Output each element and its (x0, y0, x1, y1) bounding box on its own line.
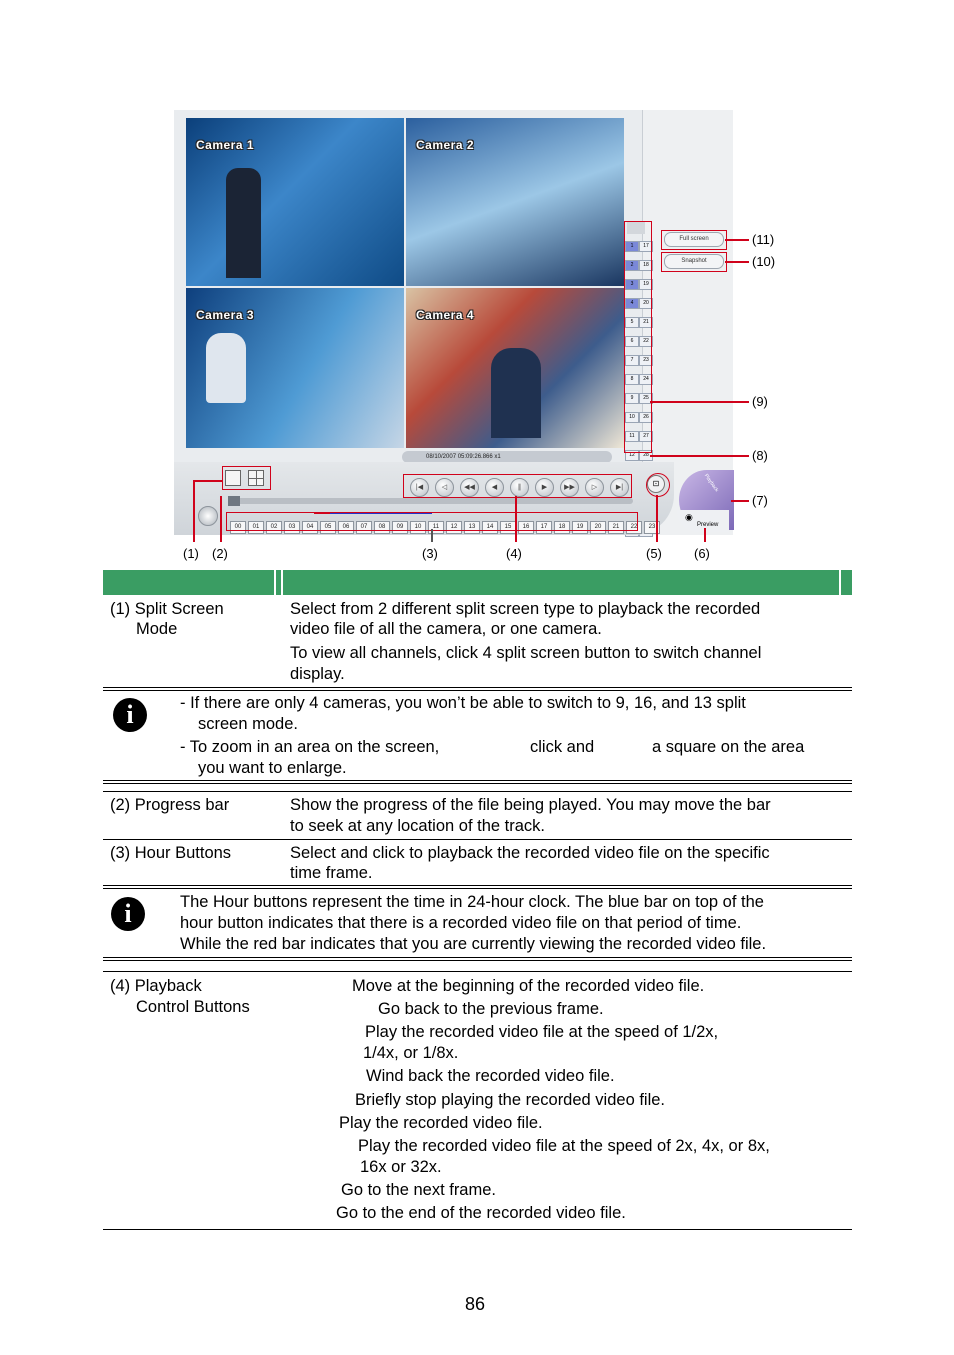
channel-button[interactable]: 12 (625, 450, 639, 461)
hour-button[interactable]: 08 (374, 521, 390, 534)
row-desc: Briefly stop playing the recorded video file. (355, 1091, 666, 1109)
row-name: (3) Hour Buttons (110, 844, 232, 862)
channel-button[interactable]: 7 (625, 355, 639, 366)
highlight-playback-buttons (403, 474, 632, 498)
divider (103, 687, 852, 688)
channel-button[interactable]: 28 (639, 450, 653, 461)
go-to-end-icon[interactable]: ▶| (610, 478, 629, 497)
hour-button[interactable]: 16 (518, 521, 534, 534)
hour-button[interactable]: 23 (644, 521, 660, 534)
row-name: Mode (136, 620, 178, 638)
note-text: - To zoom in an area on the screen, (180, 738, 440, 756)
channel-button[interactable]: 1 (625, 241, 639, 252)
channel-button[interactable]: 20 (639, 298, 653, 309)
operator-silhouette (206, 333, 246, 403)
callout-9: (9) (752, 394, 768, 409)
page-number: 86 (465, 1294, 486, 1314)
hour-button[interactable]: 07 (356, 521, 372, 534)
camera-2-label: Camera 2 (416, 138, 475, 152)
divider (103, 885, 852, 886)
hour-button[interactable]: 02 (266, 521, 282, 534)
note-text: hour button indicates that there is a recorded video file on that period of time. (180, 914, 742, 932)
channel-button[interactable]: 5 (625, 317, 639, 328)
channel-button[interactable]: 27 (639, 431, 653, 442)
row-desc: Select from 2 different split screen type to playback the recorded (290, 600, 761, 618)
row-desc: To view all channels, click 4 split screen button to switch channel (290, 644, 762, 662)
note-text: screen mode. (198, 715, 298, 733)
channel-button[interactable]: 26 (639, 412, 653, 423)
camera-3-view[interactable] (186, 288, 404, 448)
channel-button[interactable]: 9 (625, 393, 639, 404)
hour-button[interactable]: 19 (572, 521, 588, 534)
highlight-snapshot (661, 252, 727, 272)
row-desc: Show the progress of the file being played. You may move the bar (290, 796, 771, 814)
hour-button[interactable]: 04 (302, 521, 318, 534)
leader-line (193, 480, 195, 542)
note-text: click and (530, 738, 595, 756)
divider (103, 971, 852, 972)
note-text: a square on the area (652, 738, 805, 756)
highlight-full-screen (661, 230, 727, 250)
callout-1: (1) (183, 546, 199, 561)
divider (103, 780, 852, 781)
rewind-icon[interactable]: ◀ (485, 478, 504, 497)
hour-button[interactable]: 20 (590, 521, 606, 534)
row-name: Control Buttons (136, 998, 250, 1016)
channel-button[interactable]: 22 (639, 336, 653, 347)
note-text: you want to enlarge. (198, 759, 347, 777)
row-desc: 16x or 32x. (360, 1158, 442, 1176)
camera-1-view[interactable] (186, 118, 404, 286)
info-icon: i (111, 897, 145, 931)
row-desc: display. (290, 665, 345, 683)
callout-7: (7) (752, 493, 768, 508)
leader-line (431, 529, 433, 542)
table-header (103, 570, 852, 595)
callout-10: (10) (752, 254, 776, 269)
callout-8: (8) (752, 448, 768, 463)
row-desc: time frame. (290, 864, 373, 882)
go-to-beginning-icon[interactable]: |◀ (410, 478, 429, 497)
hour-button[interactable]: 21 (608, 521, 624, 534)
hour-button[interactable]: 13 (464, 521, 480, 534)
leader-line (731, 500, 749, 502)
camera-1-label: Camera 1 (196, 138, 255, 152)
snapshot-button[interactable]: Snapshot (664, 254, 724, 269)
channel-button[interactable]: 25 (639, 393, 653, 404)
channel-button[interactable]: 23 (639, 355, 653, 366)
leader-line (193, 480, 223, 482)
divider (103, 791, 852, 792)
divider (103, 957, 852, 958)
row-name: (1) Split Screen (110, 600, 224, 618)
leader-line (704, 528, 706, 542)
fast-forward-icon[interactable]: ▶▶ (560, 478, 579, 497)
leader-line (656, 495, 658, 542)
callout-2: (2) (212, 546, 228, 561)
note-text: While the red bar indicates that you are currently viewing the recorded video file. (180, 935, 767, 953)
hour-button[interactable]: 12 (446, 521, 462, 534)
callout-6: (6) (694, 546, 710, 561)
hour-button[interactable]: 17 (536, 521, 552, 534)
divider (103, 690, 852, 691)
full-screen-button[interactable]: Full screen (664, 232, 724, 247)
channel-button[interactable]: 24 (639, 374, 653, 385)
progress-bar[interactable] (228, 498, 633, 504)
channel-button[interactable]: 18 (639, 260, 653, 271)
callout-5: (5) (646, 546, 662, 561)
row-desc: Play the recorded video file at the speed of 1/2x, (365, 1023, 719, 1041)
channel-button[interactable]: 21 (639, 317, 653, 328)
progress-handle[interactable] (228, 496, 240, 506)
camera-4-label: Camera 4 (416, 308, 475, 322)
divider (103, 888, 852, 889)
wrench-icon[interactable] (198, 506, 218, 526)
person-silhouette (491, 348, 541, 438)
preview-label: Preview (697, 522, 719, 528)
highlight-save (646, 473, 670, 497)
leader-line (515, 496, 517, 542)
hour-button[interactable]: 22 (626, 521, 642, 534)
row-desc: Go to the next frame. (341, 1181, 496, 1199)
channel-button[interactable]: 19 (639, 279, 653, 290)
note-text: - If there are only 4 cameras, you won’t be able to switch to 9, 16, and 13 split (180, 694, 746, 712)
header-divider (274, 570, 276, 595)
channel-button[interactable]: 3 (625, 279, 639, 290)
next-frame-icon[interactable]: ▷ (585, 478, 604, 497)
hour-button[interactable]: 14 (482, 521, 498, 534)
row-desc: Go back to the previous frame. (378, 1000, 604, 1018)
channel-button[interactable]: 6 (625, 336, 639, 347)
hour-button[interactable]: 06 (338, 521, 354, 534)
previous-frame-icon[interactable]: ◁ (435, 478, 454, 497)
row-desc: 1/4x, or 1/8x. (363, 1044, 459, 1062)
divider (103, 960, 852, 961)
row-desc: to seek at any location of the track. (290, 817, 545, 835)
note-text: The Hour buttons represent the time in 24-hour clock. The blue bar on top of the (180, 893, 764, 911)
callout-4: (4) (506, 546, 522, 561)
camera-4-view[interactable] (406, 288, 624, 448)
play-icon[interactable]: ▶ (535, 478, 554, 497)
leader-line (725, 239, 749, 241)
divider (103, 783, 852, 784)
person-silhouette (226, 168, 261, 278)
channel-button[interactable]: 10 (625, 412, 639, 423)
highlight-channel-grid (624, 221, 652, 453)
slow-play-icon[interactable]: ◀◀ (460, 478, 479, 497)
divider (103, 1229, 852, 1230)
callout-3: (3) (422, 546, 438, 561)
leader-line (650, 455, 749, 457)
divider (103, 839, 852, 840)
row-desc: Wind back the recorded video file. (366, 1067, 615, 1085)
row-name: (2) Progress bar (110, 796, 230, 814)
hour-button[interactable]: 18 (554, 521, 570, 534)
row-name: (4) Playback (110, 977, 202, 995)
camera-2-view[interactable] (406, 118, 624, 286)
row-desc: Play the recorded video file. (339, 1114, 543, 1132)
hour-button[interactable]: 11 (428, 521, 444, 534)
callout-11: (11) (752, 232, 775, 247)
channel-button[interactable]: 4 (625, 298, 639, 309)
row-desc: Select and click to playback the recorded video file on the specific (290, 844, 770, 862)
info-icon: i (113, 698, 147, 732)
save-icon[interactable]: ⊡ (647, 475, 665, 493)
leader-line (725, 261, 749, 263)
leader-line (220, 496, 222, 542)
camera-3-label: Camera 3 (196, 308, 255, 322)
header-divider (839, 570, 841, 595)
channel-button[interactable]: 2 (625, 260, 639, 271)
hour-button[interactable]: 01 (248, 521, 264, 534)
status-bar: 08/10/2007 05:09:26.866 x1 (402, 451, 612, 463)
hour-button[interactable]: 05 (320, 521, 336, 534)
channel-button[interactable]: 17 (639, 241, 653, 252)
hour-button[interactable]: 15 (500, 521, 516, 534)
hour-button[interactable]: 09 (392, 521, 408, 534)
row-desc: video file of all the camera, or one camera. (290, 620, 602, 638)
hour-button[interactable]: 10 (410, 521, 426, 534)
pause-icon[interactable]: ∥ (510, 478, 529, 497)
hour-button[interactable]: 00 (230, 521, 246, 534)
row-desc: Move at the beginning of the recorded video file. (352, 977, 705, 995)
channel-button[interactable]: 8 (625, 374, 639, 385)
eye-icon: ◉ (685, 512, 693, 522)
leader-line (650, 401, 749, 403)
row-desc: Go to the end of the recorded video file. (336, 1204, 626, 1222)
playback-mode-label: Playback (702, 472, 720, 494)
channel-button[interactable]: 11 (625, 431, 639, 442)
header-divider (281, 570, 283, 595)
highlight-split-buttons (222, 466, 271, 490)
hour-button[interactable]: 03 (284, 521, 300, 534)
row-desc: Play the recorded video file at the speed of 2x, 4x, or 8x, (358, 1137, 770, 1155)
